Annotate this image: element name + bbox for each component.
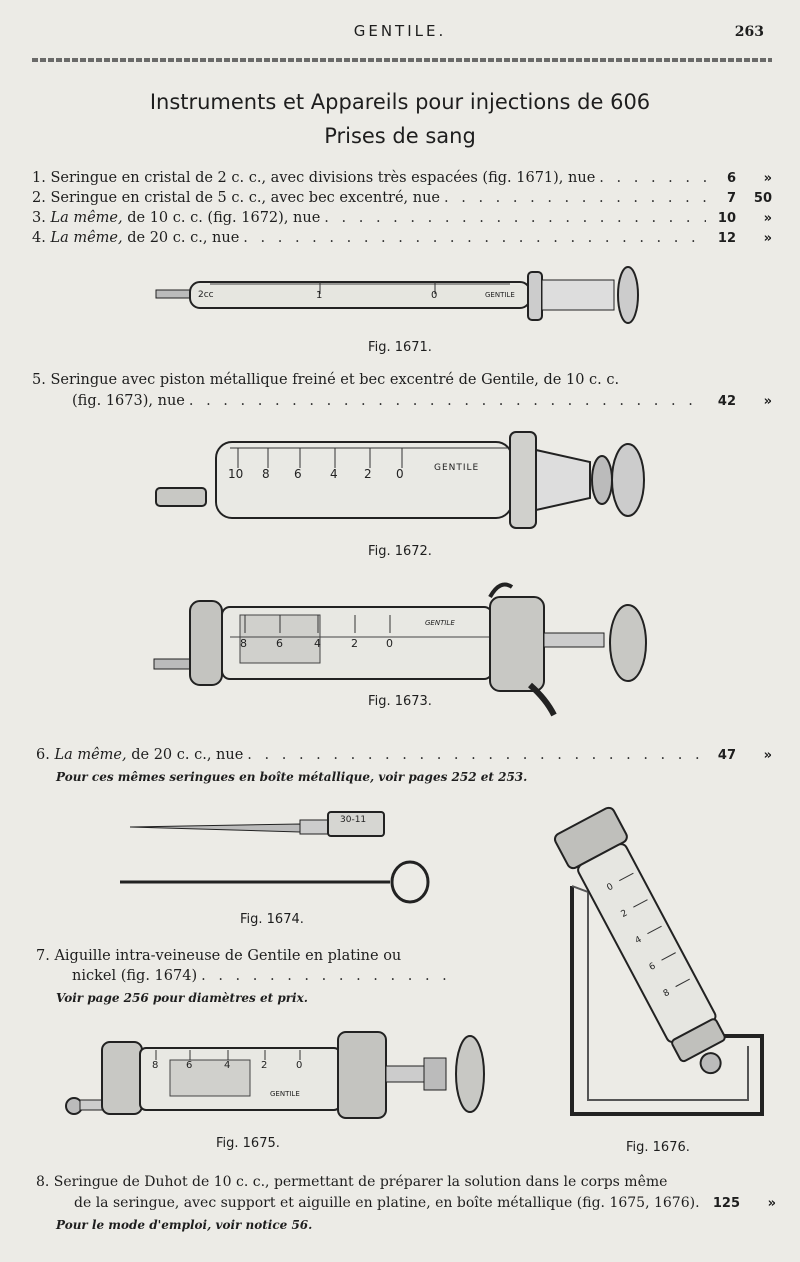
item-cents: » — [767, 1196, 776, 1211]
scale-label: 8 — [661, 987, 672, 1000]
item-emphasis: La même, — [50, 210, 123, 226]
scale-label: 4 — [330, 467, 338, 481]
item-7-line1: 7. Aiguille intra-veineuse de Gentile en platine ou — [36, 948, 402, 964]
item-number: 1. — [32, 170, 46, 186]
scale-label: 4 — [224, 1060, 231, 1071]
item-5-line1: 5. Seringue avec piston métallique freiné et bec excentré de Gentile, de 10 c. c. — [32, 372, 620, 388]
item-emphasis: La même, — [50, 230, 123, 246]
list-item — [74, 1193, 776, 1214]
scale-label: 1 — [316, 290, 323, 301]
list-item — [32, 208, 772, 229]
main-title: Instruments et Appareils pour injections de 606 — [149, 90, 651, 114]
scale-label: 2 — [261, 1060, 268, 1071]
item-text: Seringue en cristal de 2 c. c., avec divisions très espacées (fig. 1671), nue — [50, 170, 596, 186]
brand-engraving: GENTILE — [434, 463, 480, 473]
scale-label: 2 — [351, 637, 358, 650]
figure-caption: Fig. 1674. — [240, 912, 304, 927]
item-cents: » — [763, 394, 772, 409]
item-number: 2. — [32, 190, 46, 206]
item-text: Seringue en cristal de 5 c. c., avec bec excentré, nue — [50, 190, 441, 206]
figure-caption: Fig. 1676. — [626, 1140, 690, 1155]
sub-title: Prises de sang — [324, 124, 476, 148]
item-text: de 20 c. c., nue — [127, 230, 240, 246]
item-number: 3. — [32, 210, 46, 226]
header-rule — [32, 58, 772, 62]
item-text: nickel (fig. 1674) — [72, 968, 198, 984]
scale-label: 0 — [431, 290, 438, 301]
figure-caption: Fig. 1671. — [368, 340, 432, 355]
scale-label: 10 — [228, 467, 244, 481]
item-number: 6. — [36, 747, 50, 763]
scale-label: 0 — [386, 637, 393, 650]
brand-engraving: GENTILE — [425, 619, 455, 627]
item-number: 4. — [32, 230, 46, 246]
item-price: 125 — [712, 1196, 740, 1211]
needle-label: 30-11 — [340, 815, 367, 825]
scale-label: 6 — [276, 637, 283, 650]
item-text: de 20 c. c., nue — [131, 747, 244, 763]
item-8-line1: 8. Seringue de Duhot de 10 c. c., permettant de préparer la solution dans le corps même — [36, 1174, 668, 1190]
figure-caption: Fig. 1675. — [216, 1136, 280, 1151]
note: Pour le mode d'emploi, voir notice 56. — [56, 1218, 313, 1232]
item-text: de la seringue, avec support et aiguille en platine, en boîte métallique (fig. 1675, 1676). — [74, 1195, 700, 1211]
list-item — [32, 228, 772, 249]
scale-label: 8 — [240, 637, 247, 650]
syringe-1671-illustration — [150, 260, 650, 330]
item-cents: » — [763, 211, 772, 226]
note: Voir page 256 pour diamètres et prix. — [56, 991, 308, 1005]
list-item — [72, 966, 460, 986]
item-price: 7 — [726, 191, 736, 206]
page-number: 263 — [734, 24, 764, 40]
scale-label: 8 — [262, 467, 270, 481]
figure-caption: Fig. 1673. — [368, 694, 432, 709]
scale-label: 8 — [152, 1060, 159, 1071]
item-cents: » — [763, 171, 772, 186]
list-item — [36, 745, 772, 766]
item-emphasis: La même, — [54, 747, 127, 763]
scale-label: 0 — [605, 881, 616, 894]
scale-label: 6 — [294, 467, 302, 481]
item-price: 12 — [717, 231, 736, 246]
brand-engraving: GENTILE — [270, 1090, 300, 1098]
syringe-1672-illustration — [150, 428, 650, 528]
stand-1676-illustration — [548, 796, 778, 1126]
scale-label: 2 — [364, 467, 372, 481]
scale-label: 6 — [186, 1060, 193, 1071]
note: Pour ces mêmes seringues en boîte métallique, voir pages 252 et 253. — [56, 770, 528, 784]
scale-label: 4 — [314, 637, 321, 650]
item-cents: » — [763, 748, 772, 763]
item-text: de 10 c. c. (fig. 1672), nue — [127, 210, 321, 226]
scale-label: 2 — [619, 908, 630, 920]
list-item — [32, 188, 772, 209]
scale-label: 4 — [633, 934, 644, 947]
list-item — [32, 168, 772, 189]
item-price: 47 — [717, 748, 736, 763]
scale-label: 0 — [396, 467, 404, 481]
list-item — [72, 391, 772, 412]
item-price: 42 — [717, 394, 736, 409]
item-cents: » — [763, 231, 772, 246]
scale-label: 0 — [296, 1060, 303, 1071]
needle-1674-illustration — [120, 800, 440, 910]
figure-caption: Fig. 1672. — [368, 544, 432, 559]
scale-label: 2cc — [198, 290, 214, 300]
item-text: (fig. 1673), nue — [72, 393, 185, 409]
brand-engraving: GENTILE — [485, 291, 515, 299]
syringe-1675-illustration — [60, 1024, 490, 1124]
scale-label: 6 — [647, 961, 658, 973]
item-price: 6 — [726, 171, 736, 186]
item-price: 10 — [717, 211, 736, 226]
item-cents: 50 — [753, 191, 772, 206]
running-title: GENTILE. — [353, 22, 447, 40]
